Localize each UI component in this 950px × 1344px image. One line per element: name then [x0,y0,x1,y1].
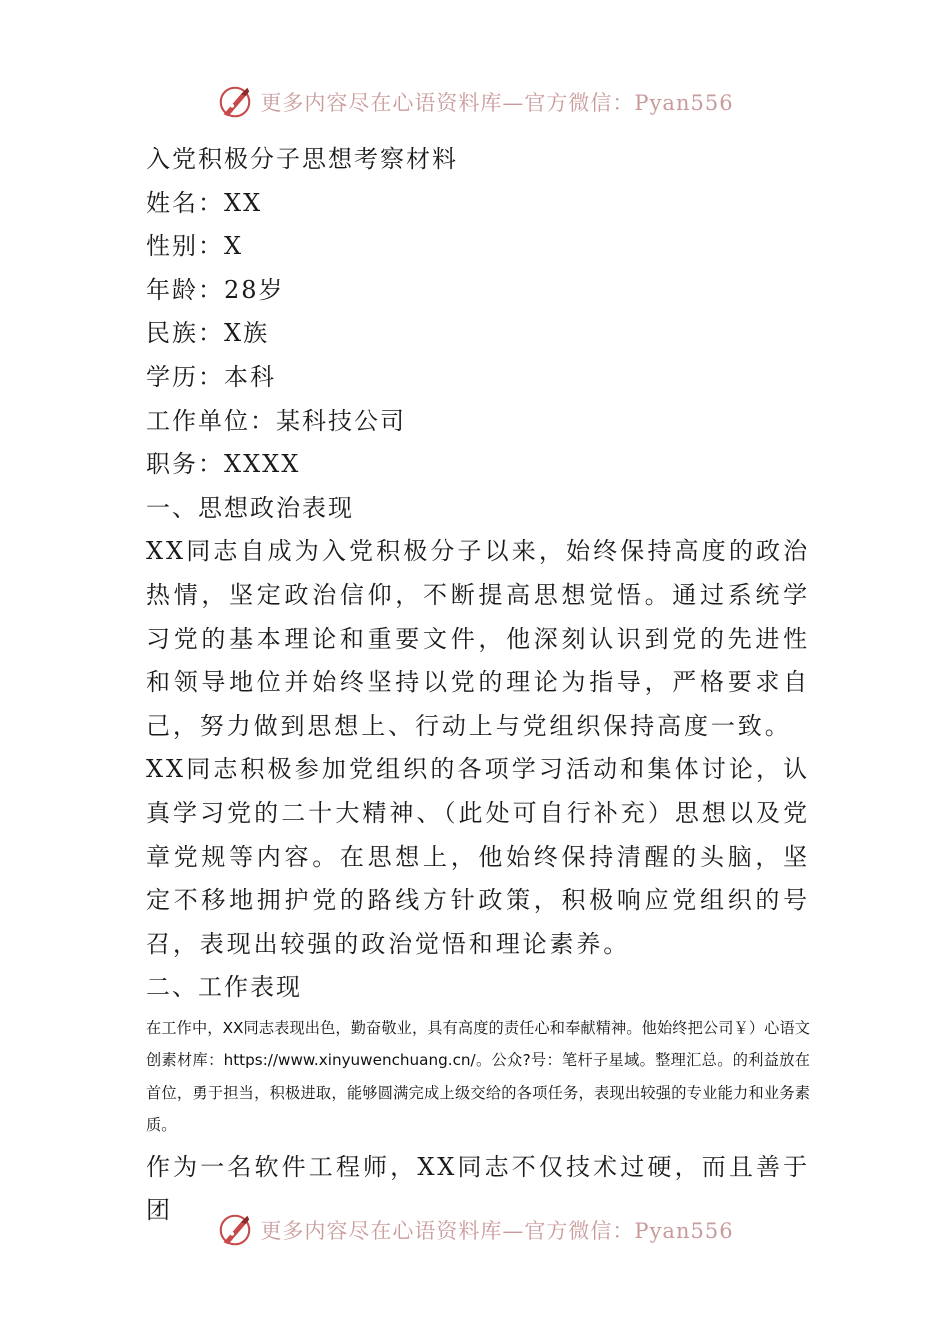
section-heading-work: 二、工作表现 [146,973,302,1002]
pen-nib-icon [216,83,254,121]
field-education: 学历：本科 [146,362,276,391]
field-position: 职务：XXXX [146,450,301,479]
doc-title: 入党积极分子思想考察材料 [146,145,458,173]
section-heading-political: 一、思想政治表现 [146,493,354,522]
watermark-text: 更多内容尽在心语资料库—官方微信：Pyan556 [260,1219,734,1243]
field-ethnicity: 民族：X族 [146,319,270,348]
paragraph-political-2: XX同志积极参加党组织的各项学习活动和集体讨论，认真学习党的二十大精神、（此处可自行补充）思想以及党章党规等内容。在思想上，他始终保持清醒的头脑，坚定不移地拥护党的路线方针政策，积极响应党组织的号召，表现出较强的政治觉悟和理论素养。 [146,755,810,958]
paragraph-work-1: 在工作中，XX同志表现出色，勤奋敬业，具有高度的责任心和奉献精神。他始终把公司￥）心语文创素材库：https://www.xinyuwenchuang.cn/。公众?号：笔杆子星域。整理汇总。的利益放在首位，勇于担当，积极进取，能够圆满完成上级交给的各项任务，表现出较强的专业能力和业务素质。 [146,1018,810,1135]
watermark-text: 更多内容尽在心语资料库—官方微信：Pyan556 [260,91,734,115]
field-employer: 工作单位：某科技公司 [146,406,406,435]
field-name: 姓名：XX [146,188,263,217]
document-body [146,138,814,1233]
pen-nib-icon [216,1211,254,1249]
field-age: 年龄：28岁 [146,275,285,304]
field-gender: 性别：X [146,232,244,261]
watermark-banner-top [0,80,950,124]
watermark-banner-bottom [0,1208,950,1252]
paragraph-political-1: XX同志自成为入党积极分子以来，始终保持高度的政治热情，坚定政治信仰，不断提高思想觉悟。通过系统学习党的基本理论和重要文件，他深刻认识到党的先进性和领导地位并始终坚持以党的理论为指导，严格要求自己，努力做到思想上、行动上与党组织保持高度一致。 [146,537,810,740]
paragraph-work-2: 作为一名软件工程师，XX同志不仅技术过硬，而且善于团 [146,1152,810,1225]
